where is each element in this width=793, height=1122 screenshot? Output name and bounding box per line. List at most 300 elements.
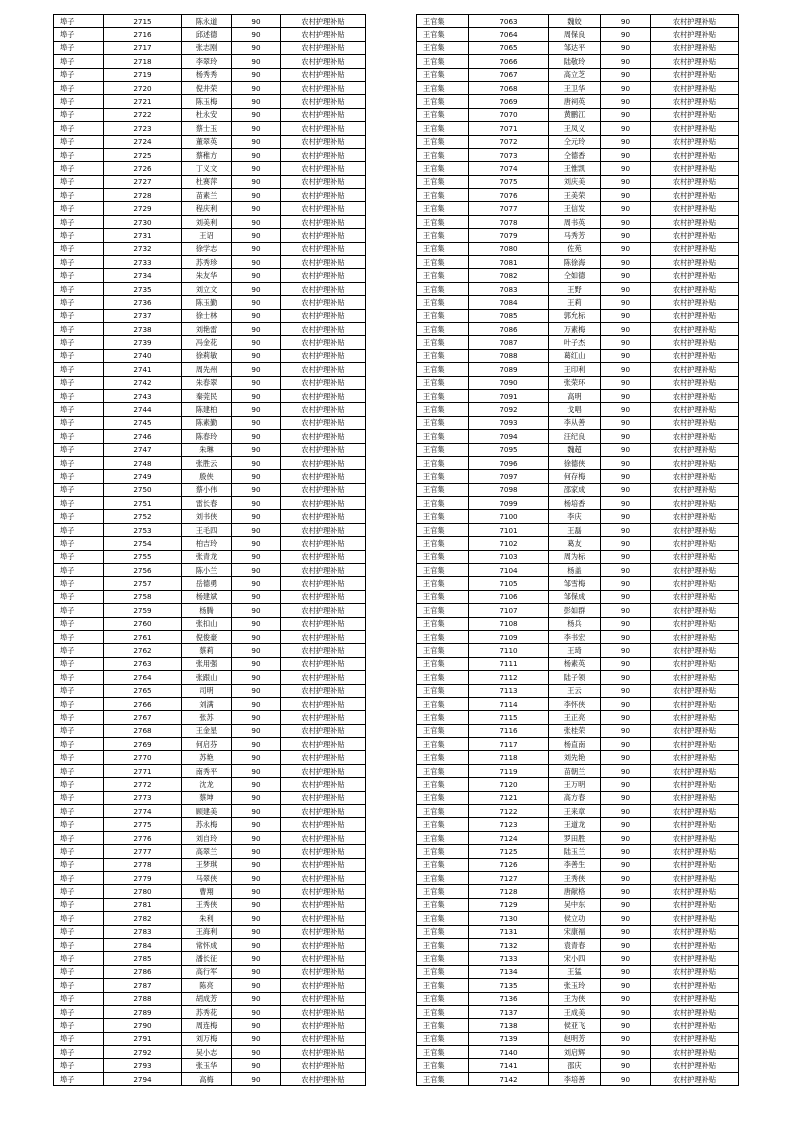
subsidy-type-cell: 农村护理补贴: [651, 242, 739, 255]
amount-cell: 90: [232, 322, 281, 335]
name-cell: 王凤义: [549, 122, 601, 135]
table-row: [417, 189, 739, 202]
subsidy-type-cell: 农村护理补贴: [281, 162, 366, 175]
serial-cell: 7086: [469, 322, 549, 335]
amount-cell: 90: [601, 952, 651, 965]
subsidy-type-cell: 农村护理补贴: [281, 818, 366, 831]
amount-cell: 90: [601, 416, 651, 429]
table-row: [417, 336, 739, 349]
amount-cell: 90: [601, 805, 651, 818]
subsidy-type-cell: 农村护理补贴: [651, 309, 739, 322]
table-row: [417, 912, 739, 925]
subsidy-type-cell: 农村护理补贴: [651, 28, 739, 41]
town-cell: 埠子: [54, 95, 104, 108]
name-cell: 朱春翠: [182, 376, 232, 389]
table-row: [417, 309, 739, 322]
serial-cell: 2720: [104, 81, 182, 94]
town-cell: 埠子: [54, 68, 104, 81]
town-cell: 王官集: [417, 979, 469, 992]
town-cell: 王官集: [417, 148, 469, 161]
subsidy-type-cell: 农村护理补贴: [281, 256, 366, 269]
name-cell: 魏姣: [549, 15, 601, 28]
table-row: [417, 979, 739, 992]
table-row: [54, 751, 366, 764]
serial-cell: 7110: [469, 644, 549, 657]
subsidy-type-cell: 农村护理补贴: [281, 1072, 366, 1085]
table-row: [54, 108, 366, 121]
town-cell: 王官集: [417, 912, 469, 925]
serial-cell: 7128: [469, 885, 549, 898]
town-cell: 埠子: [54, 979, 104, 992]
name-cell: 徐士林: [182, 309, 232, 322]
amount-cell: 90: [232, 175, 281, 188]
town-cell: 王官集: [417, 1005, 469, 1018]
town-cell: 埠子: [54, 430, 104, 443]
table-row: [417, 617, 739, 630]
amount-cell: 90: [232, 416, 281, 429]
serial-cell: 2719: [104, 68, 182, 81]
amount-cell: 90: [601, 269, 651, 282]
subsidy-type-cell: 农村护理补贴: [651, 657, 739, 670]
table-row: [417, 389, 739, 402]
name-cell: 万素梅: [549, 322, 601, 335]
serial-cell: 2716: [104, 28, 182, 41]
table-row: [54, 938, 366, 951]
town-cell: 埠子: [54, 657, 104, 670]
subsidy-type-cell: 农村护理补贴: [651, 617, 739, 630]
subsidy-type-cell: 农村护理补贴: [281, 617, 366, 630]
name-cell: 刘艳雷: [182, 322, 232, 335]
subsidy-type-cell: 农村护理补贴: [281, 430, 366, 443]
subsidy-type-cell: 农村护理补贴: [281, 108, 366, 121]
subsidy-type-cell: 农村护理补贴: [651, 349, 739, 362]
serial-cell: 7090: [469, 376, 549, 389]
amount-cell: 90: [601, 108, 651, 121]
town-cell: 王官集: [417, 456, 469, 469]
table-row: [417, 148, 739, 161]
serial-cell: 7092: [469, 403, 549, 416]
town-cell: 埠子: [54, 28, 104, 41]
subsidy-type-cell: 农村护理补贴: [281, 537, 366, 550]
table-row: [54, 550, 366, 563]
serial-cell: 2758: [104, 590, 182, 603]
town-cell: 埠子: [54, 470, 104, 483]
name-cell: 朱利: [182, 912, 232, 925]
subsidy-type-cell: 农村护理补贴: [651, 577, 739, 590]
town-cell: 埠子: [54, 872, 104, 885]
amount-cell: 90: [232, 1046, 281, 1059]
subsidy-type-cell: 农村护理补贴: [651, 938, 739, 951]
name-cell: 葛友: [549, 537, 601, 550]
serial-cell: 2767: [104, 711, 182, 724]
subsidy-type-cell: 农村护理补贴: [651, 389, 739, 402]
table-row: [417, 68, 739, 81]
serial-cell: 7070: [469, 108, 549, 121]
serial-cell: 7077: [469, 202, 549, 215]
town-cell: 王官集: [417, 497, 469, 510]
table-row: [54, 95, 366, 108]
subsidy-type-cell: 农村护理补贴: [281, 41, 366, 54]
subsidy-type-cell: 农村护理补贴: [281, 577, 366, 590]
serial-cell: 7134: [469, 965, 549, 978]
amount-cell: 90: [601, 644, 651, 657]
amount-cell: 90: [232, 791, 281, 804]
subsidy-type-cell: 农村护理补贴: [651, 336, 739, 349]
subsidy-type-cell: 农村护理补贴: [651, 805, 739, 818]
serial-cell: 2776: [104, 831, 182, 844]
town-cell: 埠子: [54, 1072, 104, 1085]
subsidy-type-cell: 农村护理补贴: [651, 416, 739, 429]
serial-cell: 2731: [104, 229, 182, 242]
town-cell: 埠子: [54, 738, 104, 751]
subsidy-type-cell: 农村护理补贴: [651, 550, 739, 563]
serial-cell: 7096: [469, 456, 549, 469]
table-row: [417, 751, 739, 764]
serial-cell: 2729: [104, 202, 182, 215]
subsidy-type-cell: 农村护理补贴: [651, 202, 739, 215]
amount-cell: 90: [232, 952, 281, 965]
subsidy-type-cell: 农村护理补贴: [281, 95, 366, 108]
amount-cell: 90: [601, 15, 651, 28]
table-row: [417, 349, 739, 362]
amount-cell: 90: [601, 992, 651, 1005]
serial-cell: 7131: [469, 925, 549, 938]
name-cell: 王卫华: [549, 81, 601, 94]
serial-cell: 7095: [469, 443, 549, 456]
serial-cell: 7068: [469, 81, 549, 94]
table-row: [54, 684, 366, 697]
subsidy-type-cell: 农村护理补贴: [281, 912, 366, 925]
name-cell: 周为标: [549, 550, 601, 563]
serial-cell: 7127: [469, 872, 549, 885]
town-cell: 埠子: [54, 135, 104, 148]
amount-cell: 90: [601, 95, 651, 108]
town-cell: 王官集: [417, 644, 469, 657]
subsidy-type-cell: 农村护理补贴: [651, 751, 739, 764]
subsidy-type-cell: 农村护理补贴: [281, 791, 366, 804]
name-cell: 唐祠英: [549, 95, 601, 108]
serial-cell: 2763: [104, 657, 182, 670]
serial-cell: 7079: [469, 229, 549, 242]
subsidy-type-cell: 农村护理补贴: [281, 202, 366, 215]
amount-cell: 90: [601, 68, 651, 81]
town-cell: 埠子: [54, 81, 104, 94]
name-cell: 刘书侠: [182, 510, 232, 523]
town-cell: 王官集: [417, 322, 469, 335]
name-cell: 高翠兰: [182, 845, 232, 858]
amount-cell: 90: [232, 738, 281, 751]
amount-cell: 90: [601, 1005, 651, 1018]
amount-cell: 90: [601, 443, 651, 456]
table-row: [417, 416, 739, 429]
subsidy-type-cell: 农村护理补贴: [281, 322, 366, 335]
town-cell: 埠子: [54, 630, 104, 643]
town-cell: 埠子: [54, 148, 104, 161]
amount-cell: 90: [601, 1046, 651, 1059]
amount-cell: 90: [601, 965, 651, 978]
subsidy-type-cell: 农村护理补贴: [281, 738, 366, 751]
town-cell: 王官集: [417, 309, 469, 322]
amount-cell: 90: [232, 256, 281, 269]
name-cell: 罗田胜: [549, 831, 601, 844]
town-cell: 王官集: [417, 269, 469, 282]
serial-cell: 7125: [469, 845, 549, 858]
subsidy-type-cell: 农村护理补贴: [651, 363, 739, 376]
name-cell: 冯金花: [182, 336, 232, 349]
amount-cell: 90: [232, 831, 281, 844]
table-row: [417, 577, 739, 590]
town-cell: 埠子: [54, 269, 104, 282]
name-cell: 邹雪梅: [549, 577, 601, 590]
serial-cell: 2787: [104, 979, 182, 992]
serial-cell: 2740: [104, 349, 182, 362]
table-row: [417, 992, 739, 1005]
subsidy-type-cell: 农村护理补贴: [281, 952, 366, 965]
serial-cell: 2784: [104, 938, 182, 951]
subsidy-type-cell: 农村护理补贴: [281, 1059, 366, 1072]
serial-cell: 7114: [469, 697, 549, 710]
name-cell: 葛红山: [549, 349, 601, 362]
amount-cell: 90: [232, 497, 281, 510]
amount-cell: 90: [601, 403, 651, 416]
name-cell: 张苏: [182, 711, 232, 724]
amount-cell: 90: [601, 148, 651, 161]
serial-cell: 2725: [104, 148, 182, 161]
table-row: [417, 483, 739, 496]
subsidy-type-cell: 农村护理补贴: [281, 644, 366, 657]
amount-cell: 90: [601, 858, 651, 871]
town-cell: 王官集: [417, 778, 469, 791]
subsidy-type-cell: 农村护理补贴: [281, 604, 366, 617]
town-cell: 埠子: [54, 590, 104, 603]
amount-cell: 90: [232, 858, 281, 871]
subsidy-type-cell: 农村护理补贴: [651, 965, 739, 978]
table-row: [54, 604, 366, 617]
name-cell: 周书英: [549, 215, 601, 228]
subsidy-type-cell: 农村护理补贴: [651, 41, 739, 54]
table-row: [417, 872, 739, 885]
town-cell: 埠子: [54, 952, 104, 965]
town-cell: 王官集: [417, 162, 469, 175]
table-row: [54, 175, 366, 188]
amount-cell: 90: [232, 805, 281, 818]
town-cell: 王官集: [417, 805, 469, 818]
name-cell: 陈小兰: [182, 564, 232, 577]
subsidy-type-cell: 农村护理补贴: [651, 898, 739, 911]
name-cell: 刘庆美: [549, 175, 601, 188]
name-cell: 蔡小伟: [182, 483, 232, 496]
town-cell: 王官集: [417, 95, 469, 108]
town-cell: 王官集: [417, 630, 469, 643]
subsidy-type-cell: 农村护理补贴: [651, 1046, 739, 1059]
table-row: [417, 108, 739, 121]
subsidy-type-cell: 农村护理补贴: [281, 443, 366, 456]
amount-cell: 90: [232, 41, 281, 54]
table-row: [417, 376, 739, 389]
amount-cell: 90: [232, 510, 281, 523]
town-cell: 王官集: [417, 818, 469, 831]
table-row: [54, 858, 366, 871]
serial-cell: 2736: [104, 296, 182, 309]
serial-cell: 7082: [469, 269, 549, 282]
name-cell: 马秀芳: [549, 229, 601, 242]
subsidy-type-cell: 农村护理补贴: [651, 122, 739, 135]
town-cell: 埠子: [54, 41, 104, 54]
table-row: [54, 738, 366, 751]
amount-cell: 90: [232, 751, 281, 764]
town-cell: 王官集: [417, 537, 469, 550]
subsidy-type-cell: 农村护理补贴: [281, 215, 366, 228]
amount-cell: 90: [601, 630, 651, 643]
subsidy-type-cell: 农村护理补贴: [281, 523, 366, 536]
subsidy-type-cell: 农村护理补贴: [651, 296, 739, 309]
amount-cell: 90: [601, 697, 651, 710]
table-row: [417, 845, 739, 858]
amount-cell: 90: [232, 537, 281, 550]
subsidy-type-cell: 农村护理补贴: [281, 724, 366, 737]
subsidy-type-cell: 农村护理补贴: [651, 711, 739, 724]
table-row: [417, 657, 739, 670]
town-cell: 王官集: [417, 363, 469, 376]
town-cell: 王官集: [417, 55, 469, 68]
table-row: [54, 282, 366, 295]
name-cell: 苏永梅: [182, 818, 232, 831]
town-cell: 埠子: [54, 818, 104, 831]
name-cell: 周保良: [549, 28, 601, 41]
amount-cell: 90: [232, 15, 281, 28]
table-row: [54, 671, 366, 684]
table-row: [417, 925, 739, 938]
table-row: [54, 389, 366, 402]
amount-cell: 90: [232, 108, 281, 121]
subsidy-type-cell: 农村护理补贴: [651, 979, 739, 992]
table-row: [54, 403, 366, 416]
amount-cell: 90: [601, 470, 651, 483]
subsidy-type-cell: 农村护理补贴: [651, 684, 739, 697]
subsidy-type-cell: 农村护理补贴: [281, 483, 366, 496]
serial-cell: 2789: [104, 1005, 182, 1018]
subsidy-type-cell: 农村护理补贴: [281, 697, 366, 710]
table-row: [417, 724, 739, 737]
table-row: [54, 1059, 366, 1072]
serial-cell: 7104: [469, 564, 549, 577]
serial-cell: 2762: [104, 644, 182, 657]
subsidy-type-cell: 农村护理补贴: [651, 590, 739, 603]
subsidy-type-cell: 农村护理补贴: [651, 189, 739, 202]
name-cell: 李庆: [549, 510, 601, 523]
serial-cell: 2722: [104, 108, 182, 121]
table-row: [417, 1005, 739, 1018]
serial-cell: 2769: [104, 738, 182, 751]
amount-cell: 90: [601, 671, 651, 684]
name-cell: 袁青春: [549, 938, 601, 951]
amount-cell: 90: [232, 135, 281, 148]
town-cell: 埠子: [54, 15, 104, 28]
town-cell: 王官集: [417, 510, 469, 523]
serial-cell: 2785: [104, 952, 182, 965]
amount-cell: 90: [601, 684, 651, 697]
right-table: [416, 14, 739, 1086]
name-cell: 刘立文: [182, 282, 232, 295]
name-cell: 雷长春: [182, 497, 232, 510]
amount-cell: 90: [601, 523, 651, 536]
name-cell: 何启芬: [182, 738, 232, 751]
subsidy-type-cell: 农村护理补贴: [651, 55, 739, 68]
subsidy-type-cell: 农村护理补贴: [281, 885, 366, 898]
town-cell: 王官集: [417, 858, 469, 871]
name-cell: 王秀侠: [182, 898, 232, 911]
serial-cell: 7130: [469, 912, 549, 925]
name-cell: 苏艳: [182, 751, 232, 764]
subsidy-type-cell: 农村护理补贴: [281, 671, 366, 684]
table-row: [54, 577, 366, 590]
name-cell: 苗朝兰: [549, 764, 601, 777]
town-cell: 王官集: [417, 523, 469, 536]
town-cell: 王官集: [417, 41, 469, 54]
subsidy-type-cell: 农村护理补贴: [651, 604, 739, 617]
name-cell: 邵庆: [549, 1059, 601, 1072]
subsidy-type-cell: 农村护理补贴: [651, 215, 739, 228]
table-row: [54, 256, 366, 269]
amount-cell: 90: [232, 845, 281, 858]
subsidy-type-cell: 农村护理补贴: [281, 55, 366, 68]
subsidy-type-cell: 农村护理补贴: [281, 497, 366, 510]
town-cell: 王官集: [417, 296, 469, 309]
amount-cell: 90: [601, 590, 651, 603]
town-cell: 埠子: [54, 751, 104, 764]
subsidy-type-cell: 农村护理补贴: [281, 778, 366, 791]
name-cell: 王信发: [549, 202, 601, 215]
town-cell: 埠子: [54, 898, 104, 911]
amount-cell: 90: [601, 309, 651, 322]
name-cell: 张桂荣: [549, 724, 601, 737]
amount-cell: 90: [232, 577, 281, 590]
name-cell: 苏秀珍: [182, 256, 232, 269]
town-cell: 埠子: [54, 510, 104, 523]
table-row: [417, 403, 739, 416]
amount-cell: 90: [232, 269, 281, 282]
amount-cell: 90: [232, 1072, 281, 1085]
table-row: [54, 336, 366, 349]
serial-cell: 2728: [104, 189, 182, 202]
serial-cell: 7132: [469, 938, 549, 951]
table-row: [54, 376, 366, 389]
serial-cell: 7129: [469, 898, 549, 911]
serial-cell: 7089: [469, 363, 549, 376]
amount-cell: 90: [232, 992, 281, 1005]
table-row: [417, 550, 739, 563]
table-row: [54, 1072, 366, 1085]
serial-cell: 7078: [469, 215, 549, 228]
serial-cell: 7116: [469, 724, 549, 737]
table-row: [417, 671, 739, 684]
town-cell: 埠子: [54, 537, 104, 550]
subsidy-type-cell: 农村护理补贴: [651, 456, 739, 469]
town-cell: 王官集: [417, 389, 469, 402]
town-cell: 埠子: [54, 376, 104, 389]
amount-cell: 90: [232, 590, 281, 603]
serial-cell: 2717: [104, 41, 182, 54]
table-row: [417, 256, 739, 269]
subsidy-type-cell: 农村护理补贴: [651, 135, 739, 148]
subsidy-type-cell: 农村护理补贴: [651, 430, 739, 443]
name-cell: 王道龙: [549, 818, 601, 831]
name-cell: 王磊: [549, 523, 601, 536]
serial-cell: 2755: [104, 550, 182, 563]
name-cell: 王正亮: [549, 711, 601, 724]
table-row: [54, 148, 366, 161]
table-row: [417, 791, 739, 804]
